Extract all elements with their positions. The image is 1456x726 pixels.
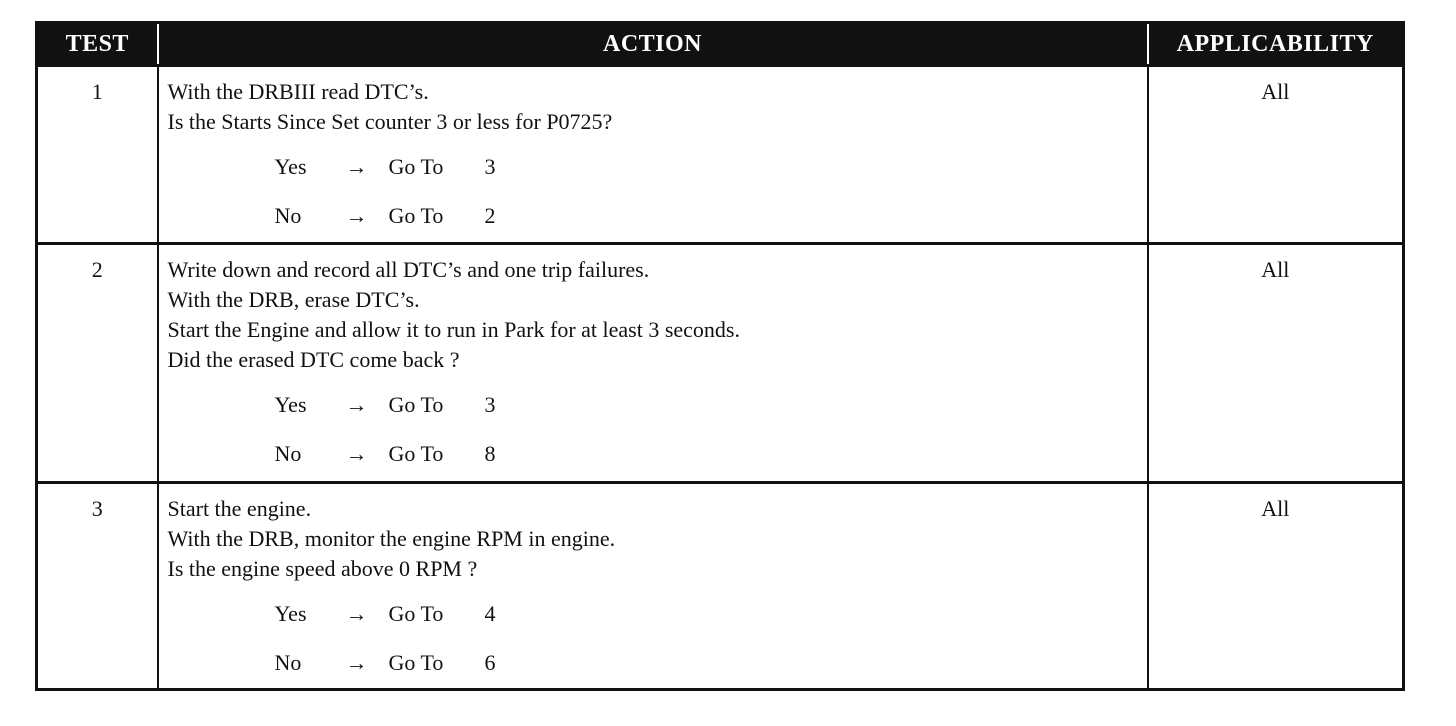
branch-goto: Go To <box>388 203 444 228</box>
branch-target: 6 <box>484 650 496 675</box>
test-number: 1 <box>37 66 158 244</box>
branch-target: 2 <box>484 203 496 228</box>
table-row <box>37 66 1404 244</box>
branch-goto: Go To <box>388 650 444 675</box>
branch-answer: Yes <box>274 392 307 417</box>
branch-goto: Go To <box>388 154 444 179</box>
header-action: ACTION <box>158 23 1148 66</box>
branch-target: 8 <box>484 441 496 466</box>
action-step: With the DRBIII read DTC’s. <box>167 79 429 104</box>
branch-yes <box>275 599 1139 629</box>
header-row <box>37 23 1404 66</box>
branch-target: 4 <box>484 601 496 626</box>
action-step: Write down and record all DTC’s and one trip failures. <box>167 257 650 282</box>
action-step: Did the erased DTC come back ? <box>167 347 460 372</box>
branch-yes <box>275 152 1139 182</box>
applicability-cell: All <box>1148 66 1404 244</box>
action-step: Start the Engine and allow it to run in Park for at least 3 seconds. <box>167 317 740 342</box>
action-step: With the DRB, erase DTC’s. <box>167 287 420 312</box>
action-cell <box>158 483 1148 690</box>
branch-yes <box>275 390 1139 420</box>
test-number: 2 <box>37 244 158 483</box>
header-applicability: APPLICABILITY <box>1148 23 1404 66</box>
test-number: 3 <box>37 483 158 690</box>
branch-answer: Yes <box>274 154 307 179</box>
branch-answer: No <box>274 203 302 228</box>
header-test: TEST <box>37 23 158 66</box>
branch-goto: Go To <box>388 441 444 466</box>
action-cell <box>158 66 1148 244</box>
table-header <box>37 23 1404 66</box>
right-arrow-icon: → <box>345 203 368 228</box>
branch-goto: Go To <box>388 601 444 626</box>
branch-no <box>275 439 1139 469</box>
applicability-cell: All <box>1148 244 1404 483</box>
branch-answer: Yes <box>274 601 307 626</box>
right-arrow-icon: → <box>345 650 368 675</box>
branch-answer: No <box>274 650 302 675</box>
branch-target: 3 <box>484 154 496 179</box>
table-row <box>37 244 1404 483</box>
diagnostic-test-table <box>35 21 1405 691</box>
table-body <box>37 66 1404 690</box>
branch-no <box>275 648 1139 678</box>
branch-target: 3 <box>484 392 496 417</box>
right-arrow-icon: → <box>345 441 368 466</box>
action-step: With the DRB, monitor the engine RPM in engine. <box>167 526 616 551</box>
action-cell <box>158 244 1148 483</box>
action-step: Is the Starts Since Set counter 3 or less for P0725? <box>167 109 613 134</box>
right-arrow-icon: → <box>345 154 368 179</box>
table-row <box>37 483 1404 690</box>
right-arrow-icon: → <box>345 601 368 626</box>
branch-no <box>275 201 1139 231</box>
applicability-cell: All <box>1148 483 1404 690</box>
branch-list <box>275 390 1139 469</box>
action-step: Is the engine speed above 0 RPM ? <box>167 556 478 581</box>
branch-answer: No <box>274 441 302 466</box>
branch-goto: Go To <box>388 392 444 417</box>
branch-list <box>275 599 1139 678</box>
action-step: Start the engine. <box>167 496 312 521</box>
branch-list <box>275 152 1139 231</box>
right-arrow-icon: → <box>345 392 368 417</box>
